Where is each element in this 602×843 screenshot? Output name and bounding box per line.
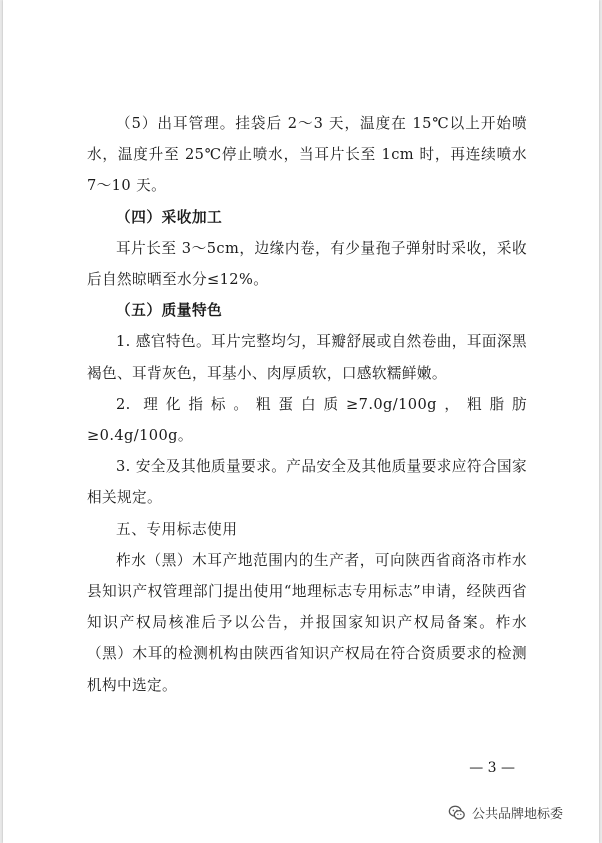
paragraph-safety: 3. 安全及其他质量要求。产品安全及其他质量要求应符合国家相关规定。: [87, 458, 527, 507]
watermark-text: 公共品牌地标委: [472, 807, 564, 822]
paragraph-harvest: 耳片长至 3～5cm，边缘内卷，有少量孢子弹射时采收，采收后自然晾晒至水分≤12%。: [87, 239, 527, 289]
document-page: [3, 0, 599, 843]
document-body: [87, 108, 527, 701]
wechat-icon: [448, 804, 466, 822]
heading-special-mark-use: 五、专用标志使用: [116, 520, 238, 538]
heading-harvest-processing: （四）采收加工: [116, 208, 223, 226]
paragraph-sensory: 1. 感官特色。耳片完整均匀，耳瓣舒展或自然卷曲，耳面深黑褐色、耳背灰色，耳基小、肉厚质软，口感软糯鲜嫩。: [87, 333, 527, 382]
heading-quality-features: （五）质量特色: [116, 302, 223, 320]
watermark: [448, 803, 563, 822]
page-number: [3, 760, 599, 776]
page-number-text: — 3 —: [469, 760, 515, 776]
paragraph-mark-application: 柞水（黑）木耳产地范围内的生产者，可向陕西省商洛市柞水县知识产权管理部门提出使用“地理标志专用标志”申请，经陕西省知识产权局核准后予以公告，并报国家知识产权局备案。柞水（黑）木耳的检测机构由陕西省知识产权局在符合资质要求的检测机构中选定。: [87, 551, 527, 694]
paragraph-ear-management: （5）出耳管理。挂袋后 2～3 天，温度在 15℃以上开始喷水，温度升至 25℃停止喷水，当耳片长至 1cm 时，再连续喷水 7～10 天。: [87, 115, 527, 195]
paragraph-physicochemical: 2. 理化指标。粗蛋白质≥7.0g/100g，粗脂肪≥0.4g/100g。: [87, 395, 527, 445]
